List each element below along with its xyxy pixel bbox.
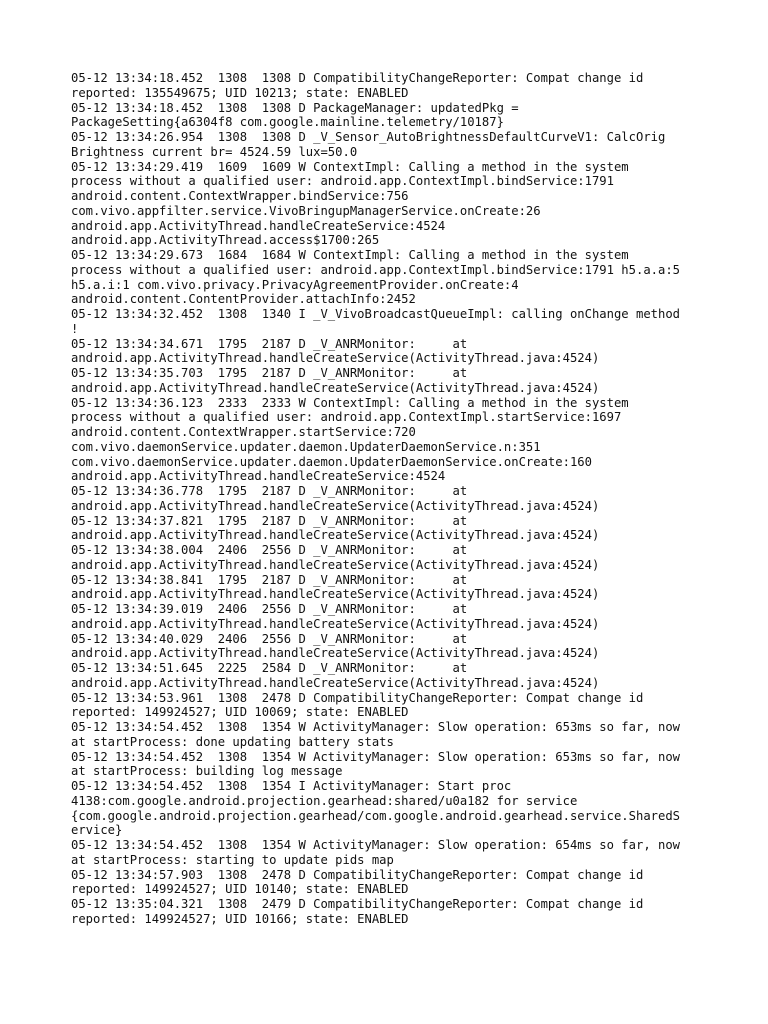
log-line: 05-12 13:34:51.645 2225 2584 D _V_ANRMonitor: at xyxy=(71,661,468,675)
log-line: android.app.ActivityThread.handleCreateService:4524 xyxy=(71,218,446,233)
log-line: at startProcess: building log message xyxy=(71,764,343,779)
log-line: 05-12 13:34:36.123 2333 2333 W ContextImpl: Calling a method in the system xyxy=(71,395,629,410)
log-line: 05-12 13:34:35.703 1795 2187 D _V_ANRMonitor: at xyxy=(71,366,468,380)
log-line: at startProcess: done updating battery stats xyxy=(71,734,394,749)
log-line: android.app.ActivityThread.handleCreateService(ActivityThread.java:4524) xyxy=(71,351,600,366)
log-line: android.app.ActivityThread.handleCreateService(ActivityThread.java:4524) xyxy=(71,587,600,602)
log-line: 05-12 13:34:38.004 2406 2556 D _V_ANRMonitor: at xyxy=(71,543,468,557)
log-line: android.app.ActivityThread.handleCreateService(ActivityThread.java:4524) xyxy=(71,557,600,572)
log-line: android.app.ActivityThread.handleCreateService:4524 xyxy=(71,469,446,484)
log-line: android.content.ContextWrapper.startService:720 xyxy=(71,425,416,439)
log-line: 05-12 13:34:29.673 1684 1684 W ContextImpl: Calling a method in the system xyxy=(71,248,629,262)
log-line: android.app.ActivityThread.handleCreateService(ActivityThread.java:4524) xyxy=(71,646,600,661)
log-line: android.content.ContentProvider.attachInfo:2452 xyxy=(71,292,416,307)
log-line: Brightness current br= 4524.59 lux=50.0 xyxy=(71,144,358,159)
log-line: 05-12 13:34:18.452 1308 1308 D PackageManager: updatedPkg = xyxy=(71,100,519,115)
log-line: 05-12 13:34:38.841 1795 2187 D _V_ANRMonitor: at xyxy=(71,572,468,587)
log-line: android.app.ActivityThread.handleCreateService(ActivityThread.java:4524) xyxy=(71,675,600,690)
log-line: process without a qualified user: android.app.ContextImpl.startService:1697 xyxy=(71,410,622,425)
log-line: 05-12 13:34:36.778 1795 2187 D _V_ANRMonitor: at xyxy=(71,484,468,498)
log-line: android.app.ActivityThread.access$1700:265 xyxy=(71,233,380,248)
log-line: 05-12 13:34:54.452 1308 1354 W ActivityManager: Slow operation: 654ms so far, now xyxy=(71,838,681,852)
log-line: android.app.ActivityThread.handleCreateService(ActivityThread.java:4524) xyxy=(71,498,600,513)
log-line: com.vivo.appfilter.service.VivoBringupManagerService.onCreate:26 xyxy=(71,203,541,218)
log-line: ! xyxy=(71,321,79,336)
log-line: 05-12 13:34:57.903 1308 2478 D CompatibilityChangeReporter: Compat change id xyxy=(71,867,644,882)
log-line: 05-12 13:34:54.452 1308 1354 I ActivityManager: Start proc xyxy=(71,779,512,793)
log-line: 05-12 13:35:04.321 1308 2479 D CompatibilityChangeReporter: Compat change id xyxy=(71,897,644,911)
log-line: 05-12 13:34:26.954 1308 1308 D _V_Sensor_AutoBrightnessDefaultCurveV1: CalcOrig xyxy=(71,130,666,144)
log-line: android.app.ActivityThread.handleCreateService(ActivityThread.java:4524) xyxy=(71,616,600,631)
log-line: 4138:com.google.android.projection.gearhead:shared/u0a182 for service xyxy=(71,793,578,808)
log-line: reported: 149924527; UID 10069; state: ENABLED xyxy=(71,705,409,720)
log-line: 05-12 13:34:37.821 1795 2187 D _V_ANRMonitor: at xyxy=(71,513,468,528)
log-line: {com.google.android.projection.gearhead/com.google.android.gearhead.service.SharedS xyxy=(71,808,681,823)
log-line: 05-12 13:34:32.452 1308 1340 I _V_VivoBroadcastQueueImpl: calling onChange method xyxy=(71,307,681,321)
log-line: android.content.ContextWrapper.bindService:756 xyxy=(71,189,409,203)
log-line: com.vivo.daemonService.updater.daemon.UpdaterDaemonService.n:351 xyxy=(71,439,541,454)
log-document xyxy=(71,71,711,927)
log-line: reported: 149924527; UID 10166; state: ENABLED xyxy=(71,911,409,926)
log-line: android.app.ActivityThread.handleCreateService(ActivityThread.java:4524) xyxy=(71,528,600,543)
log-line: process without a qualified user: android.app.ContextImpl.bindService:1791 xyxy=(71,174,614,189)
log-line: PackageSetting{a6304f8 com.google.mainline.telemetry/10187} xyxy=(71,115,504,130)
log-line: com.vivo.daemonService.updater.daemon.UpdaterDaemonService.onCreate:160 xyxy=(71,454,592,469)
log-line: reported: 135549675; UID 10213; state: ENABLED xyxy=(71,85,409,100)
log-line: process without a qualified user: android.app.ContextImpl.bindService:1791 h5.a.a:5 xyxy=(71,262,681,277)
log-line: 05-12 13:34:39.019 2406 2556 D _V_ANRMonitor: at xyxy=(71,602,468,616)
log-line: ervice} xyxy=(71,823,123,838)
log-line: h5.a.i:1 com.vivo.privacy.PrivacyAgreementProvider.onCreate:4 xyxy=(71,277,519,292)
log-line: at startProcess: starting to update pids map xyxy=(71,852,394,867)
log-line: 05-12 13:34:54.452 1308 1354 W ActivityManager: Slow operation: 653ms so far, now xyxy=(71,720,681,734)
log-line: android.app.ActivityThread.handleCreateService(ActivityThread.java:4524) xyxy=(71,380,600,395)
log-line: 05-12 13:34:18.452 1308 1308 D CompatibilityChangeReporter: Compat change id xyxy=(71,71,644,85)
log-line: 05-12 13:34:29.419 1609 1609 W ContextImpl: Calling a method in the system xyxy=(71,159,629,174)
log-line: 05-12 13:34:40.029 2406 2556 D _V_ANRMonitor: at xyxy=(71,631,468,646)
log-line: 05-12 13:34:54.452 1308 1354 W ActivityManager: Slow operation: 653ms so far, now xyxy=(71,749,681,764)
log-line: 05-12 13:34:53.961 1308 2478 D CompatibilityChangeReporter: Compat change id xyxy=(71,690,644,705)
log-line: reported: 149924527; UID 10140; state: ENABLED xyxy=(71,882,409,897)
log-line: 05-12 13:34:34.671 1795 2187 D _V_ANRMonitor: at xyxy=(71,336,468,351)
